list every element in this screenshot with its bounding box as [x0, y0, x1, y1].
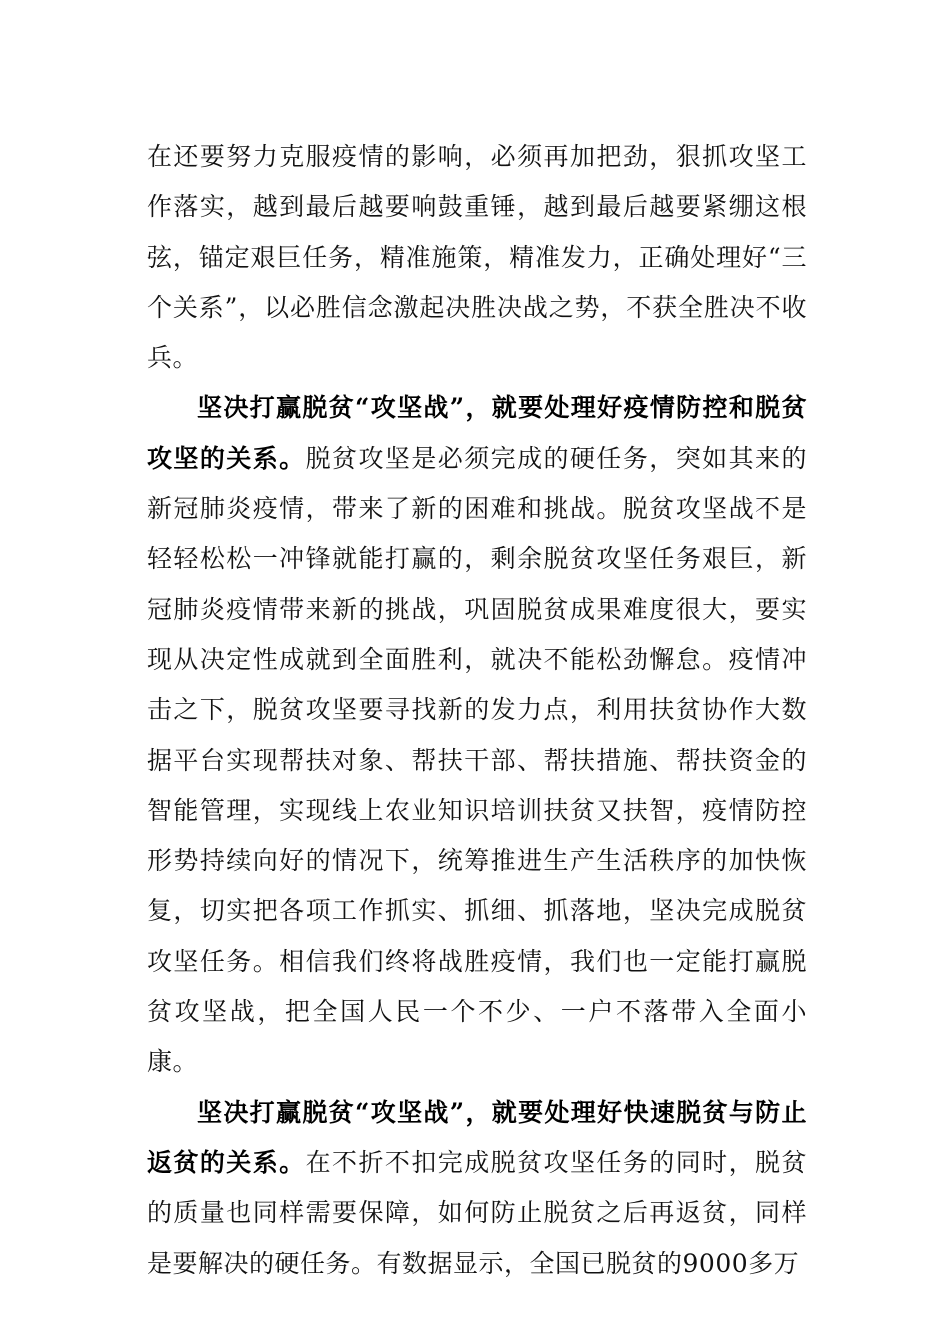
paragraph-3: [147, 1088, 807, 1289]
paragraph-3-text: 在不折不扣完成脱贫攻坚任务的同时，脱贫的质量也同样需要保障，如何防止脱贫之后再返贫，同样是要解决的硬任务。有数据显示，全国已脱贫的9000多万: [147, 1147, 807, 1278]
document-body: [147, 132, 807, 1289]
paragraph-3-lead: 坚决打赢脱贫“攻坚战”，就要处理好快速脱贫与防止返贫的关系。: [147, 1097, 807, 1177]
paragraph-1-text: 在还要努力克服疫情的影响，必须再加把劲，狠抓攻坚工作落实，越到最后越要响鼓重锤，越到最后越要紧绷这根弦，锚定艰巨任务，精准施策，精准发力，正确处理好“三个关系”，以必胜信念激起决胜决战之势，不获全胜决不收兵。: [147, 142, 807, 373]
paragraph-2: [147, 383, 807, 1087]
paragraph-2-lead: 坚决打赢脱贫“攻坚战”，就要处理好疫情防控和脱贫攻坚的关系。: [147, 393, 807, 473]
paragraph-2-text: 脱贫攻坚是必须完成的硬任务，突如其来的新冠肺炎疫情，带来了新的困难和挑战。脱贫攻坚战不是轻轻松松一冲锋就能打赢的，剩余脱贫攻坚任务艰巨，新冠肺炎疫情带来新的挑战，巩固脱贫成果难度很大，要实现从决定性成就到全面胜利，就决不能松劲懈怠。疫情冲击之下，脱贫攻坚要寻找新的发力点，利用扶贫协作大数据平台实现帮扶对象、帮扶干部、帮扶措施、帮扶资金的智能管理，实现线上农业知识培训扶贫又扶智，疫情防控形势持续向好的情况下，统筹推进生产生活秩序的加快恢复，切实把各项工作抓实、抓细、抓落地，坚决完成脱贫攻坚任务。相信我们终将战胜疫情，我们也一定能打赢脱贫攻坚战，把全国人民一个不少、一户不落带入全面小康。: [147, 443, 807, 1077]
paragraph-1: [147, 132, 807, 383]
